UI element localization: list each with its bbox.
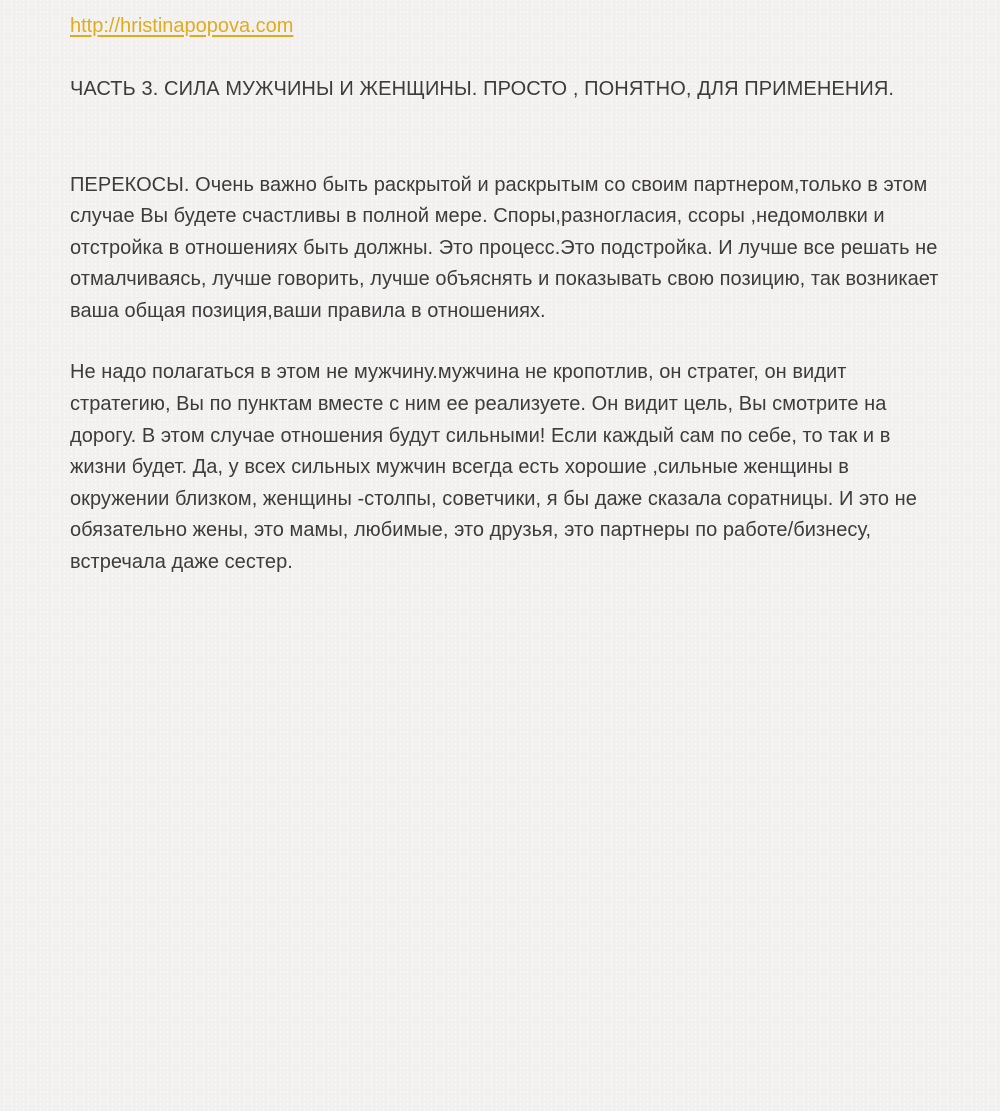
paragraph-strategy: Не надо полагаться в этом не мужчину.мужчина не кропотлив, он стратег, он видит стратегию, Вы по пунктам вместе с ним ее реализуете. Он видит цель, Вы смотрите на дорогу. В этом случае отношения будут сильными! Если каждый сам по себе, то так и в жизни будет. Да, у всех сильных мужчин всегда есть хорошие ,сильные женщины в окружении близком, женщины -столпы, советчики, я бы даже сказала соратницы. И это не обязательно жены, это мамы, любимые, это друзья, это партнеры по работе/бизнесу, встречала даже сестер. [70,361,917,574]
note-body[interactable] [70,12,950,579]
website-link[interactable]: http://hristinapopova.com [70,15,294,37]
note-title: ЧАСТЬ 3. СИЛА МУЖЧИНЫ И ЖЕНЩИНЫ. ПРОСТО , ПОНЯТНО, ДЛЯ ПРИМЕНЕНИЯ. [70,78,895,100]
paragraph-distortions: ПЕРЕКОСЫ. Очень важно быть раскрытой и раскрытым со своим партнером,только в этом случае Вы будете счастливы в полной мере. Споры,разногласия, ссоры ,недомолвки и отстройка в отношениях быть должны. Это процесс.Это подстройка. И лучше все решать не отмалчиваясь, лучше говорить, лучше объяснять и показывать свою позицию, так возникает ваша общая позиция,ваши правила в отношениях. [70,173,939,322]
